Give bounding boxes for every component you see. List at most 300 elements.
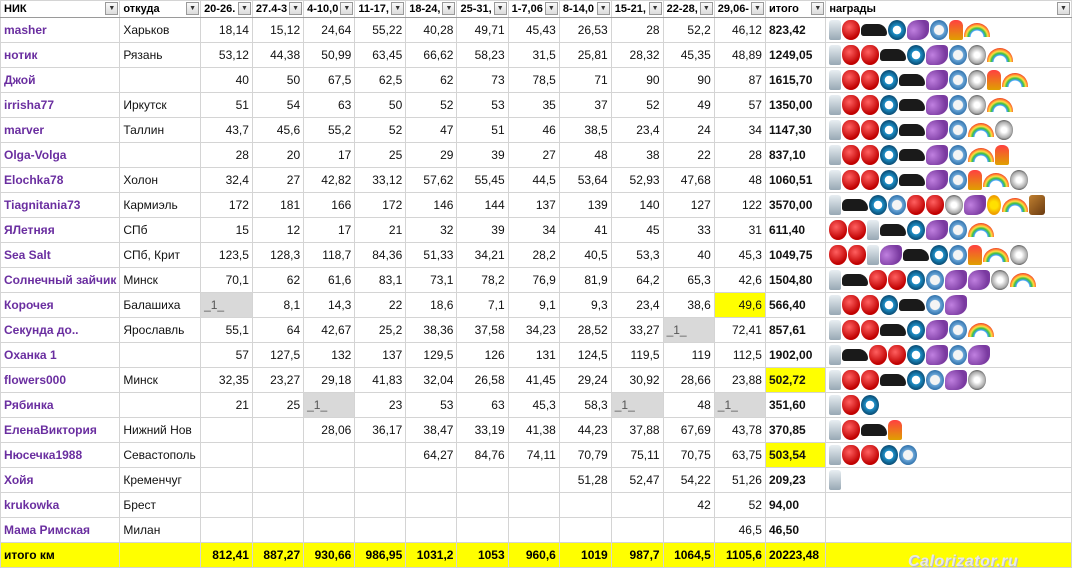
awards-cell[interactable] bbox=[826, 18, 1072, 43]
week-value-cell[interactable]: 33 bbox=[663, 218, 714, 243]
week-value-cell[interactable]: 49,6 bbox=[714, 293, 765, 318]
week-value-cell[interactable]: 29,18 bbox=[304, 368, 355, 393]
week-value-cell[interactable]: 42,6 bbox=[714, 268, 765, 293]
week-value-cell[interactable]: 70,1 bbox=[201, 268, 253, 293]
week-value-cell[interactable]: 48 bbox=[663, 393, 714, 418]
week-value-cell[interactable]: 139 bbox=[559, 193, 611, 218]
week-value-cell[interactable]: 78,5 bbox=[508, 68, 559, 93]
week-value-cell[interactable]: 9,1 bbox=[508, 293, 559, 318]
week-value-cell[interactable]: 54,22 bbox=[663, 468, 714, 493]
week-value-cell[interactable]: 21 bbox=[355, 218, 406, 243]
city-cell[interactable] bbox=[120, 68, 201, 93]
week-value-cell[interactable]: 28,06 bbox=[304, 418, 355, 443]
week-value-cell[interactable]: 52,2 bbox=[663, 18, 714, 43]
nick-cell[interactable]: krukowka bbox=[1, 493, 120, 518]
awards-cell[interactable] bbox=[826, 393, 1072, 418]
week-value-cell[interactable]: 119,5 bbox=[611, 343, 663, 368]
week-value-cell[interactable]: 55,45 bbox=[457, 168, 508, 193]
total-cell[interactable]: 611,40 bbox=[765, 218, 825, 243]
awards-cell[interactable] bbox=[826, 418, 1072, 443]
filter-dropdown-icon[interactable]: ▼ bbox=[494, 2, 507, 15]
week-value-cell[interactable] bbox=[355, 493, 406, 518]
grand-total-cell[interactable]: 20223,48 bbox=[765, 543, 825, 568]
week-value-cell[interactable]: 140 bbox=[611, 193, 663, 218]
filter-dropdown-icon[interactable]: ▼ bbox=[649, 2, 662, 15]
week-value-cell[interactable] bbox=[406, 493, 457, 518]
week-value-cell[interactable]: 37,88 bbox=[611, 418, 663, 443]
week-value-cell[interactable] bbox=[611, 518, 663, 543]
total-cell[interactable]: 1350,00 bbox=[765, 93, 825, 118]
week-value-cell[interactable] bbox=[508, 468, 559, 493]
column-header[interactable] bbox=[1, 1, 120, 18]
awards-cell[interactable] bbox=[826, 368, 1072, 393]
week-value-cell[interactable]: 15,12 bbox=[252, 18, 303, 43]
awards-cell[interactable] bbox=[826, 68, 1072, 93]
week-value-cell[interactable]: 21 bbox=[201, 393, 253, 418]
city-cell[interactable]: Иркутск bbox=[120, 93, 201, 118]
filter-dropdown-icon[interactable]: ▼ bbox=[340, 2, 353, 15]
week-value-cell[interactable] bbox=[406, 468, 457, 493]
week-total-cell[interactable]: 887,27 bbox=[252, 543, 303, 568]
total-cell[interactable]: 209,23 bbox=[765, 468, 825, 493]
week-total-cell[interactable]: 930,66 bbox=[304, 543, 355, 568]
nick-cell[interactable]: Секунда до.. bbox=[1, 318, 120, 343]
nick-cell[interactable]: irrisha77 bbox=[1, 93, 120, 118]
week-value-cell[interactable] bbox=[457, 468, 508, 493]
city-cell[interactable]: СПб bbox=[120, 218, 201, 243]
week-value-cell[interactable] bbox=[508, 518, 559, 543]
nick-cell[interactable]: Нюсечка1988 bbox=[1, 443, 120, 468]
week-value-cell[interactable]: 24 bbox=[663, 118, 714, 143]
nick-cell[interactable]: Мама Римская bbox=[1, 518, 120, 543]
week-value-cell[interactable]: 40 bbox=[663, 243, 714, 268]
week-value-cell[interactable] bbox=[304, 493, 355, 518]
week-value-cell[interactable]: 45,6 bbox=[252, 118, 303, 143]
nick-cell[interactable]: Корочея bbox=[1, 293, 120, 318]
week-value-cell[interactable]: 83,1 bbox=[355, 268, 406, 293]
week-value-cell[interactable]: 81,9 bbox=[559, 268, 611, 293]
week-value-cell[interactable]: 51,26 bbox=[714, 468, 765, 493]
week-value-cell[interactable]: 55,22 bbox=[355, 18, 406, 43]
total-cell[interactable]: 1902,00 bbox=[765, 343, 825, 368]
week-value-cell[interactable]: 28,32 bbox=[611, 43, 663, 68]
week-value-cell[interactable] bbox=[304, 468, 355, 493]
total-cell[interactable]: 94,00 bbox=[765, 493, 825, 518]
week-value-cell[interactable]: 63,75 bbox=[714, 443, 765, 468]
week-value-cell[interactable] bbox=[201, 418, 253, 443]
week-value-cell[interactable]: 73 bbox=[457, 68, 508, 93]
nick-cell[interactable]: Tiagnitania73 bbox=[1, 193, 120, 218]
week-value-cell[interactable]: 50 bbox=[252, 68, 303, 93]
week-value-cell[interactable]: 63,45 bbox=[355, 43, 406, 68]
week-value-cell[interactable]: 17 bbox=[304, 143, 355, 168]
week-value-cell[interactable]: 23,27 bbox=[252, 368, 303, 393]
week-value-cell[interactable] bbox=[201, 493, 253, 518]
week-value-cell[interactable]: 119 bbox=[663, 343, 714, 368]
week-total-cell[interactable]: 1053 bbox=[457, 543, 508, 568]
week-value-cell[interactable]: 43,78 bbox=[714, 418, 765, 443]
week-value-cell[interactable]: 28,2 bbox=[508, 243, 559, 268]
awards-cell[interactable] bbox=[826, 518, 1072, 543]
week-total-cell[interactable]: 1064,5 bbox=[663, 543, 714, 568]
total-cell[interactable]: 1504,80 bbox=[765, 268, 825, 293]
week-total-cell[interactable]: 1105,6 bbox=[714, 543, 765, 568]
week-value-cell[interactable]: 22 bbox=[355, 293, 406, 318]
awards-cell[interactable] bbox=[826, 193, 1072, 218]
nick-cell[interactable]: Оханка 1 bbox=[1, 343, 120, 368]
week-value-cell[interactable]: 28,66 bbox=[663, 368, 714, 393]
week-value-cell[interactable] bbox=[663, 518, 714, 543]
week-value-cell[interactable]: 66,62 bbox=[406, 43, 457, 68]
week-value-cell[interactable]: 53 bbox=[406, 393, 457, 418]
week-value-cell[interactable]: 74,11 bbox=[508, 443, 559, 468]
awards-cell[interactable] bbox=[826, 143, 1072, 168]
week-value-cell[interactable]: 42 bbox=[663, 493, 714, 518]
awards-cell[interactable] bbox=[826, 168, 1072, 193]
week-value-cell[interactable]: 43,7 bbox=[201, 118, 253, 143]
week-total-cell[interactable]: 987,7 bbox=[611, 543, 663, 568]
week-value-cell[interactable]: 22 bbox=[663, 143, 714, 168]
week-value-cell[interactable]: 31,5 bbox=[508, 43, 559, 68]
week-value-cell[interactable]: 64,2 bbox=[611, 268, 663, 293]
week-value-cell[interactable]: 172 bbox=[201, 193, 253, 218]
total-cell[interactable]: 1615,70 bbox=[765, 68, 825, 93]
week-value-cell[interactable]: 37 bbox=[559, 93, 611, 118]
week-value-cell[interactable]: 26,58 bbox=[457, 368, 508, 393]
week-value-cell[interactable] bbox=[406, 518, 457, 543]
nick-cell[interactable]: flowers000 bbox=[1, 368, 120, 393]
week-value-cell[interactable] bbox=[252, 443, 303, 468]
week-value-cell[interactable]: 15 bbox=[201, 218, 253, 243]
awards-cell[interactable] bbox=[826, 493, 1072, 518]
week-value-cell[interactable]: 48 bbox=[559, 143, 611, 168]
week-value-cell[interactable]: 32,04 bbox=[406, 368, 457, 393]
week-value-cell[interactable]: 122 bbox=[714, 193, 765, 218]
week-value-cell[interactable]: 33,27 bbox=[611, 318, 663, 343]
week-value-cell[interactable]: 38,36 bbox=[406, 318, 457, 343]
week-value-cell[interactable]: 50 bbox=[355, 93, 406, 118]
city-cell[interactable]: Холон bbox=[120, 168, 201, 193]
nick-cell[interactable]: Elochka78 bbox=[1, 168, 120, 193]
week-value-cell[interactable]: 52 bbox=[714, 493, 765, 518]
week-value-cell[interactable]: 35 bbox=[508, 93, 559, 118]
week-value-cell[interactable]: 31 bbox=[714, 218, 765, 243]
week-value-cell[interactable]: 67,69 bbox=[663, 418, 714, 443]
week-value-cell[interactable]: 51,28 bbox=[559, 468, 611, 493]
week-value-cell[interactable]: 29 bbox=[406, 143, 457, 168]
week-value-cell[interactable]: 51 bbox=[201, 93, 253, 118]
week-value-cell[interactable]: 45,43 bbox=[508, 18, 559, 43]
week-value-cell[interactable]: 90 bbox=[611, 68, 663, 93]
week-value-cell[interactable]: 53,12 bbox=[201, 43, 253, 68]
week-value-cell[interactable]: 37,58 bbox=[457, 318, 508, 343]
total-cell[interactable]: 46,50 bbox=[765, 518, 825, 543]
total-cell[interactable]: 503,54 bbox=[765, 443, 825, 468]
week-value-cell[interactable]: 55,2 bbox=[304, 118, 355, 143]
total-cell[interactable]: 566,40 bbox=[765, 293, 825, 318]
week-value-cell[interactable]: 44,38 bbox=[252, 43, 303, 68]
city-cell[interactable]: Брест bbox=[120, 493, 201, 518]
city-cell[interactable] bbox=[120, 143, 201, 168]
week-value-cell[interactable]: 25,2 bbox=[355, 318, 406, 343]
week-value-cell[interactable]: 49 bbox=[663, 93, 714, 118]
total-cell[interactable]: 837,10 bbox=[765, 143, 825, 168]
week-value-cell[interactable]: 33,12 bbox=[355, 168, 406, 193]
week-value-cell[interactable]: 46 bbox=[508, 118, 559, 143]
week-value-cell[interactable] bbox=[201, 443, 253, 468]
filter-dropdown-icon[interactable]: ▼ bbox=[597, 2, 610, 15]
awards-cell[interactable] bbox=[826, 43, 1072, 68]
week-value-cell[interactable]: 32 bbox=[406, 218, 457, 243]
week-value-cell[interactable]: 45,35 bbox=[663, 43, 714, 68]
city-cell[interactable]: Севастополь bbox=[120, 443, 201, 468]
filter-dropdown-icon[interactable]: ▼ bbox=[751, 2, 764, 15]
week-value-cell[interactable]: 84,76 bbox=[457, 443, 508, 468]
week-value-cell[interactable]: 76,9 bbox=[508, 268, 559, 293]
week-value-cell[interactable]: 70,79 bbox=[559, 443, 611, 468]
column-header[interactable] bbox=[120, 1, 201, 18]
week-value-cell[interactable]: 46,5 bbox=[714, 518, 765, 543]
week-total-cell[interactable]: 986,95 bbox=[355, 543, 406, 568]
week-value-cell[interactable]: _1_ bbox=[714, 393, 765, 418]
week-value-cell[interactable]: 48 bbox=[714, 168, 765, 193]
week-value-cell[interactable]: 39 bbox=[457, 143, 508, 168]
week-value-cell[interactable]: 48,89 bbox=[714, 43, 765, 68]
filter-dropdown-icon[interactable]: ▼ bbox=[700, 2, 713, 15]
week-value-cell[interactable]: 45 bbox=[611, 218, 663, 243]
week-value-cell[interactable]: 27 bbox=[252, 168, 303, 193]
total-cell[interactable]: 1147,30 bbox=[765, 118, 825, 143]
city-cell[interactable]: Кармиэль bbox=[120, 193, 201, 218]
week-value-cell[interactable]: 26,53 bbox=[559, 18, 611, 43]
week-value-cell[interactable]: 62 bbox=[406, 68, 457, 93]
filter-dropdown-icon[interactable]: ▼ bbox=[105, 2, 118, 15]
week-value-cell[interactable]: 33,19 bbox=[457, 418, 508, 443]
week-value-cell[interactable]: 49,71 bbox=[457, 18, 508, 43]
week-value-cell[interactable]: 63 bbox=[457, 393, 508, 418]
week-value-cell[interactable]: 20 bbox=[252, 143, 303, 168]
week-value-cell[interactable]: 9,3 bbox=[559, 293, 611, 318]
total-cell[interactable]: 502,72 bbox=[765, 368, 825, 393]
week-value-cell[interactable]: 34 bbox=[508, 218, 559, 243]
week-value-cell[interactable]: 42,82 bbox=[304, 168, 355, 193]
week-value-cell[interactable]: 64,27 bbox=[406, 443, 457, 468]
week-value-cell[interactable] bbox=[355, 443, 406, 468]
week-value-cell[interactable]: 73,1 bbox=[406, 268, 457, 293]
awards-cell[interactable] bbox=[826, 93, 1072, 118]
week-value-cell[interactable]: 78,2 bbox=[457, 268, 508, 293]
city-cell[interactable]: Нижний Нов bbox=[120, 418, 201, 443]
week-value-cell[interactable]: 23,4 bbox=[611, 293, 663, 318]
column-header[interactable] bbox=[714, 1, 765, 18]
city-cell[interactable]: Харьков bbox=[120, 18, 201, 43]
week-value-cell[interactable]: 38,47 bbox=[406, 418, 457, 443]
week-value-cell[interactable]: 40,28 bbox=[406, 18, 457, 43]
week-value-cell[interactable] bbox=[304, 443, 355, 468]
city-cell[interactable]: СПб, Крит bbox=[120, 243, 201, 268]
nick-cell[interactable]: ЕленаВиктория bbox=[1, 418, 120, 443]
week-total-cell[interactable]: 1019 bbox=[559, 543, 611, 568]
week-value-cell[interactable]: 44,23 bbox=[559, 418, 611, 443]
week-value-cell[interactable]: 40,5 bbox=[559, 243, 611, 268]
week-value-cell[interactable]: 57,62 bbox=[406, 168, 457, 193]
city-cell[interactable] bbox=[120, 393, 201, 418]
filter-dropdown-icon[interactable]: ▼ bbox=[545, 2, 558, 15]
column-header[interactable] bbox=[611, 1, 663, 18]
nick-cell[interactable]: Джой bbox=[1, 68, 120, 93]
week-value-cell[interactable] bbox=[355, 468, 406, 493]
awards-cell[interactable] bbox=[826, 443, 1072, 468]
column-header[interactable] bbox=[304, 1, 355, 18]
week-value-cell[interactable]: 38,5 bbox=[559, 118, 611, 143]
total-cell[interactable]: 1249,05 bbox=[765, 43, 825, 68]
column-header[interactable] bbox=[201, 1, 253, 18]
week-value-cell[interactable]: 53,64 bbox=[559, 168, 611, 193]
week-value-cell[interactable]: 146 bbox=[406, 193, 457, 218]
city-cell[interactable]: Ярославль bbox=[120, 318, 201, 343]
week-value-cell[interactable]: 28 bbox=[611, 18, 663, 43]
week-value-cell[interactable]: 129,5 bbox=[406, 343, 457, 368]
city-cell[interactable]: Минск bbox=[120, 368, 201, 393]
week-value-cell[interactable]: 51,33 bbox=[406, 243, 457, 268]
week-value-cell[interactable]: 52 bbox=[611, 93, 663, 118]
awards-cell[interactable] bbox=[826, 343, 1072, 368]
week-value-cell[interactable]: 72,41 bbox=[714, 318, 765, 343]
week-value-cell[interactable] bbox=[457, 518, 508, 543]
week-value-cell[interactable]: 126 bbox=[457, 343, 508, 368]
week-value-cell[interactable]: 75,11 bbox=[611, 443, 663, 468]
week-value-cell[interactable]: 118,7 bbox=[304, 243, 355, 268]
week-value-cell[interactable] bbox=[508, 493, 559, 518]
awards-cell[interactable] bbox=[826, 293, 1072, 318]
filter-dropdown-icon[interactable]: ▼ bbox=[289, 2, 302, 15]
week-value-cell[interactable]: 28 bbox=[201, 143, 253, 168]
city-cell[interactable]: Рязань bbox=[120, 43, 201, 68]
total-cell[interactable]: 3570,00 bbox=[765, 193, 825, 218]
total-cell[interactable]: 823,42 bbox=[765, 18, 825, 43]
week-value-cell[interactable]: 17 bbox=[304, 218, 355, 243]
week-value-cell[interactable]: 53,3 bbox=[611, 243, 663, 268]
week-value-cell[interactable] bbox=[457, 493, 508, 518]
week-value-cell[interactable]: 70,75 bbox=[663, 443, 714, 468]
week-value-cell[interactable]: 71 bbox=[559, 68, 611, 93]
week-total-cell[interactable]: 960,6 bbox=[508, 543, 559, 568]
week-value-cell[interactable]: 57 bbox=[714, 93, 765, 118]
filter-dropdown-icon[interactable]: ▼ bbox=[811, 2, 824, 15]
week-value-cell[interactable]: 46,12 bbox=[714, 18, 765, 43]
nick-cell[interactable]: ЯЛетняя bbox=[1, 218, 120, 243]
week-value-cell[interactable]: 52 bbox=[355, 118, 406, 143]
week-value-cell[interactable]: 181 bbox=[252, 193, 303, 218]
week-value-cell[interactable]: 41 bbox=[559, 218, 611, 243]
week-total-cell[interactable]: 812,41 bbox=[201, 543, 253, 568]
week-value-cell[interactable] bbox=[252, 518, 303, 543]
week-value-cell[interactable]: 40 bbox=[201, 68, 253, 93]
week-value-cell[interactable] bbox=[252, 493, 303, 518]
city-cell[interactable]: Кременчуг bbox=[120, 468, 201, 493]
week-value-cell[interactable]: 41,45 bbox=[508, 368, 559, 393]
awards-cell[interactable] bbox=[826, 243, 1072, 268]
week-value-cell[interactable]: 61,6 bbox=[304, 268, 355, 293]
week-value-cell[interactable]: 131 bbox=[508, 343, 559, 368]
week-value-cell[interactable]: _1_ bbox=[663, 318, 714, 343]
column-header[interactable] bbox=[457, 1, 508, 18]
week-value-cell[interactable]: _1_ bbox=[201, 293, 253, 318]
column-header[interactable] bbox=[406, 1, 457, 18]
nick-cell[interactable]: masher bbox=[1, 18, 120, 43]
week-value-cell[interactable]: 52 bbox=[406, 93, 457, 118]
week-value-cell[interactable]: 34,23 bbox=[508, 318, 559, 343]
week-value-cell[interactable]: 124,5 bbox=[559, 343, 611, 368]
week-value-cell[interactable]: 34,21 bbox=[457, 243, 508, 268]
week-value-cell[interactable]: 23 bbox=[355, 393, 406, 418]
week-value-cell[interactable]: 32,4 bbox=[201, 168, 253, 193]
week-value-cell[interactable]: 132 bbox=[304, 343, 355, 368]
week-value-cell[interactable]: 24,64 bbox=[304, 18, 355, 43]
week-value-cell[interactable]: 34 bbox=[714, 118, 765, 143]
nick-cell[interactable]: Хойя bbox=[1, 468, 120, 493]
week-value-cell[interactable]: 18,14 bbox=[201, 18, 253, 43]
week-value-cell[interactable]: 25 bbox=[355, 143, 406, 168]
week-value-cell[interactable]: 52,93 bbox=[611, 168, 663, 193]
city-cell[interactable]: Милан bbox=[120, 518, 201, 543]
total-cell[interactable]: 351,60 bbox=[765, 393, 825, 418]
week-value-cell[interactable] bbox=[559, 493, 611, 518]
city-cell[interactable] bbox=[120, 343, 201, 368]
awards-cell[interactable] bbox=[826, 118, 1072, 143]
week-value-cell[interactable]: _1_ bbox=[611, 393, 663, 418]
week-value-cell[interactable]: 54 bbox=[252, 93, 303, 118]
awards-cell[interactable] bbox=[826, 468, 1072, 493]
week-value-cell[interactable]: 14,3 bbox=[304, 293, 355, 318]
week-value-cell[interactable]: 39 bbox=[457, 218, 508, 243]
nick-cell[interactable]: Рябинка bbox=[1, 393, 120, 418]
week-value-cell[interactable]: 63 bbox=[304, 93, 355, 118]
week-value-cell[interactable]: 41,38 bbox=[508, 418, 559, 443]
week-value-cell[interactable]: 25,81 bbox=[559, 43, 611, 68]
week-value-cell[interactable]: 47 bbox=[406, 118, 457, 143]
week-value-cell[interactable]: _1_ bbox=[304, 393, 355, 418]
week-value-cell[interactable]: 28 bbox=[714, 143, 765, 168]
week-total-cell[interactable]: 1031,2 bbox=[406, 543, 457, 568]
awards-cell[interactable] bbox=[826, 318, 1072, 343]
week-value-cell[interactable]: 38 bbox=[611, 143, 663, 168]
week-value-cell[interactable]: 45,3 bbox=[714, 243, 765, 268]
week-value-cell[interactable]: 23,88 bbox=[714, 368, 765, 393]
week-value-cell[interactable]: 47,68 bbox=[663, 168, 714, 193]
column-header[interactable] bbox=[826, 1, 1072, 18]
column-header[interactable] bbox=[252, 1, 303, 18]
week-value-cell[interactable]: 62,5 bbox=[355, 68, 406, 93]
total-cell[interactable]: 857,61 bbox=[765, 318, 825, 343]
column-header[interactable] bbox=[559, 1, 611, 18]
column-header[interactable] bbox=[663, 1, 714, 18]
week-value-cell[interactable]: 36,17 bbox=[355, 418, 406, 443]
week-value-cell[interactable]: 52,47 bbox=[611, 468, 663, 493]
city-cell[interactable]: Таллин bbox=[120, 118, 201, 143]
week-value-cell[interactable]: 45,3 bbox=[508, 393, 559, 418]
week-value-cell[interactable]: 7,1 bbox=[457, 293, 508, 318]
week-value-cell[interactable]: 123,5 bbox=[201, 243, 253, 268]
nick-cell[interactable]: Sea Salt bbox=[1, 243, 120, 268]
week-value-cell[interactable]: 64 bbox=[252, 318, 303, 343]
week-value-cell[interactable]: 28,52 bbox=[559, 318, 611, 343]
total-cell[interactable]: 1060,51 bbox=[765, 168, 825, 193]
week-value-cell[interactable]: 53 bbox=[457, 93, 508, 118]
week-value-cell[interactable] bbox=[355, 518, 406, 543]
filter-dropdown-icon[interactable]: ▼ bbox=[391, 2, 404, 15]
awards-cell[interactable] bbox=[826, 218, 1072, 243]
